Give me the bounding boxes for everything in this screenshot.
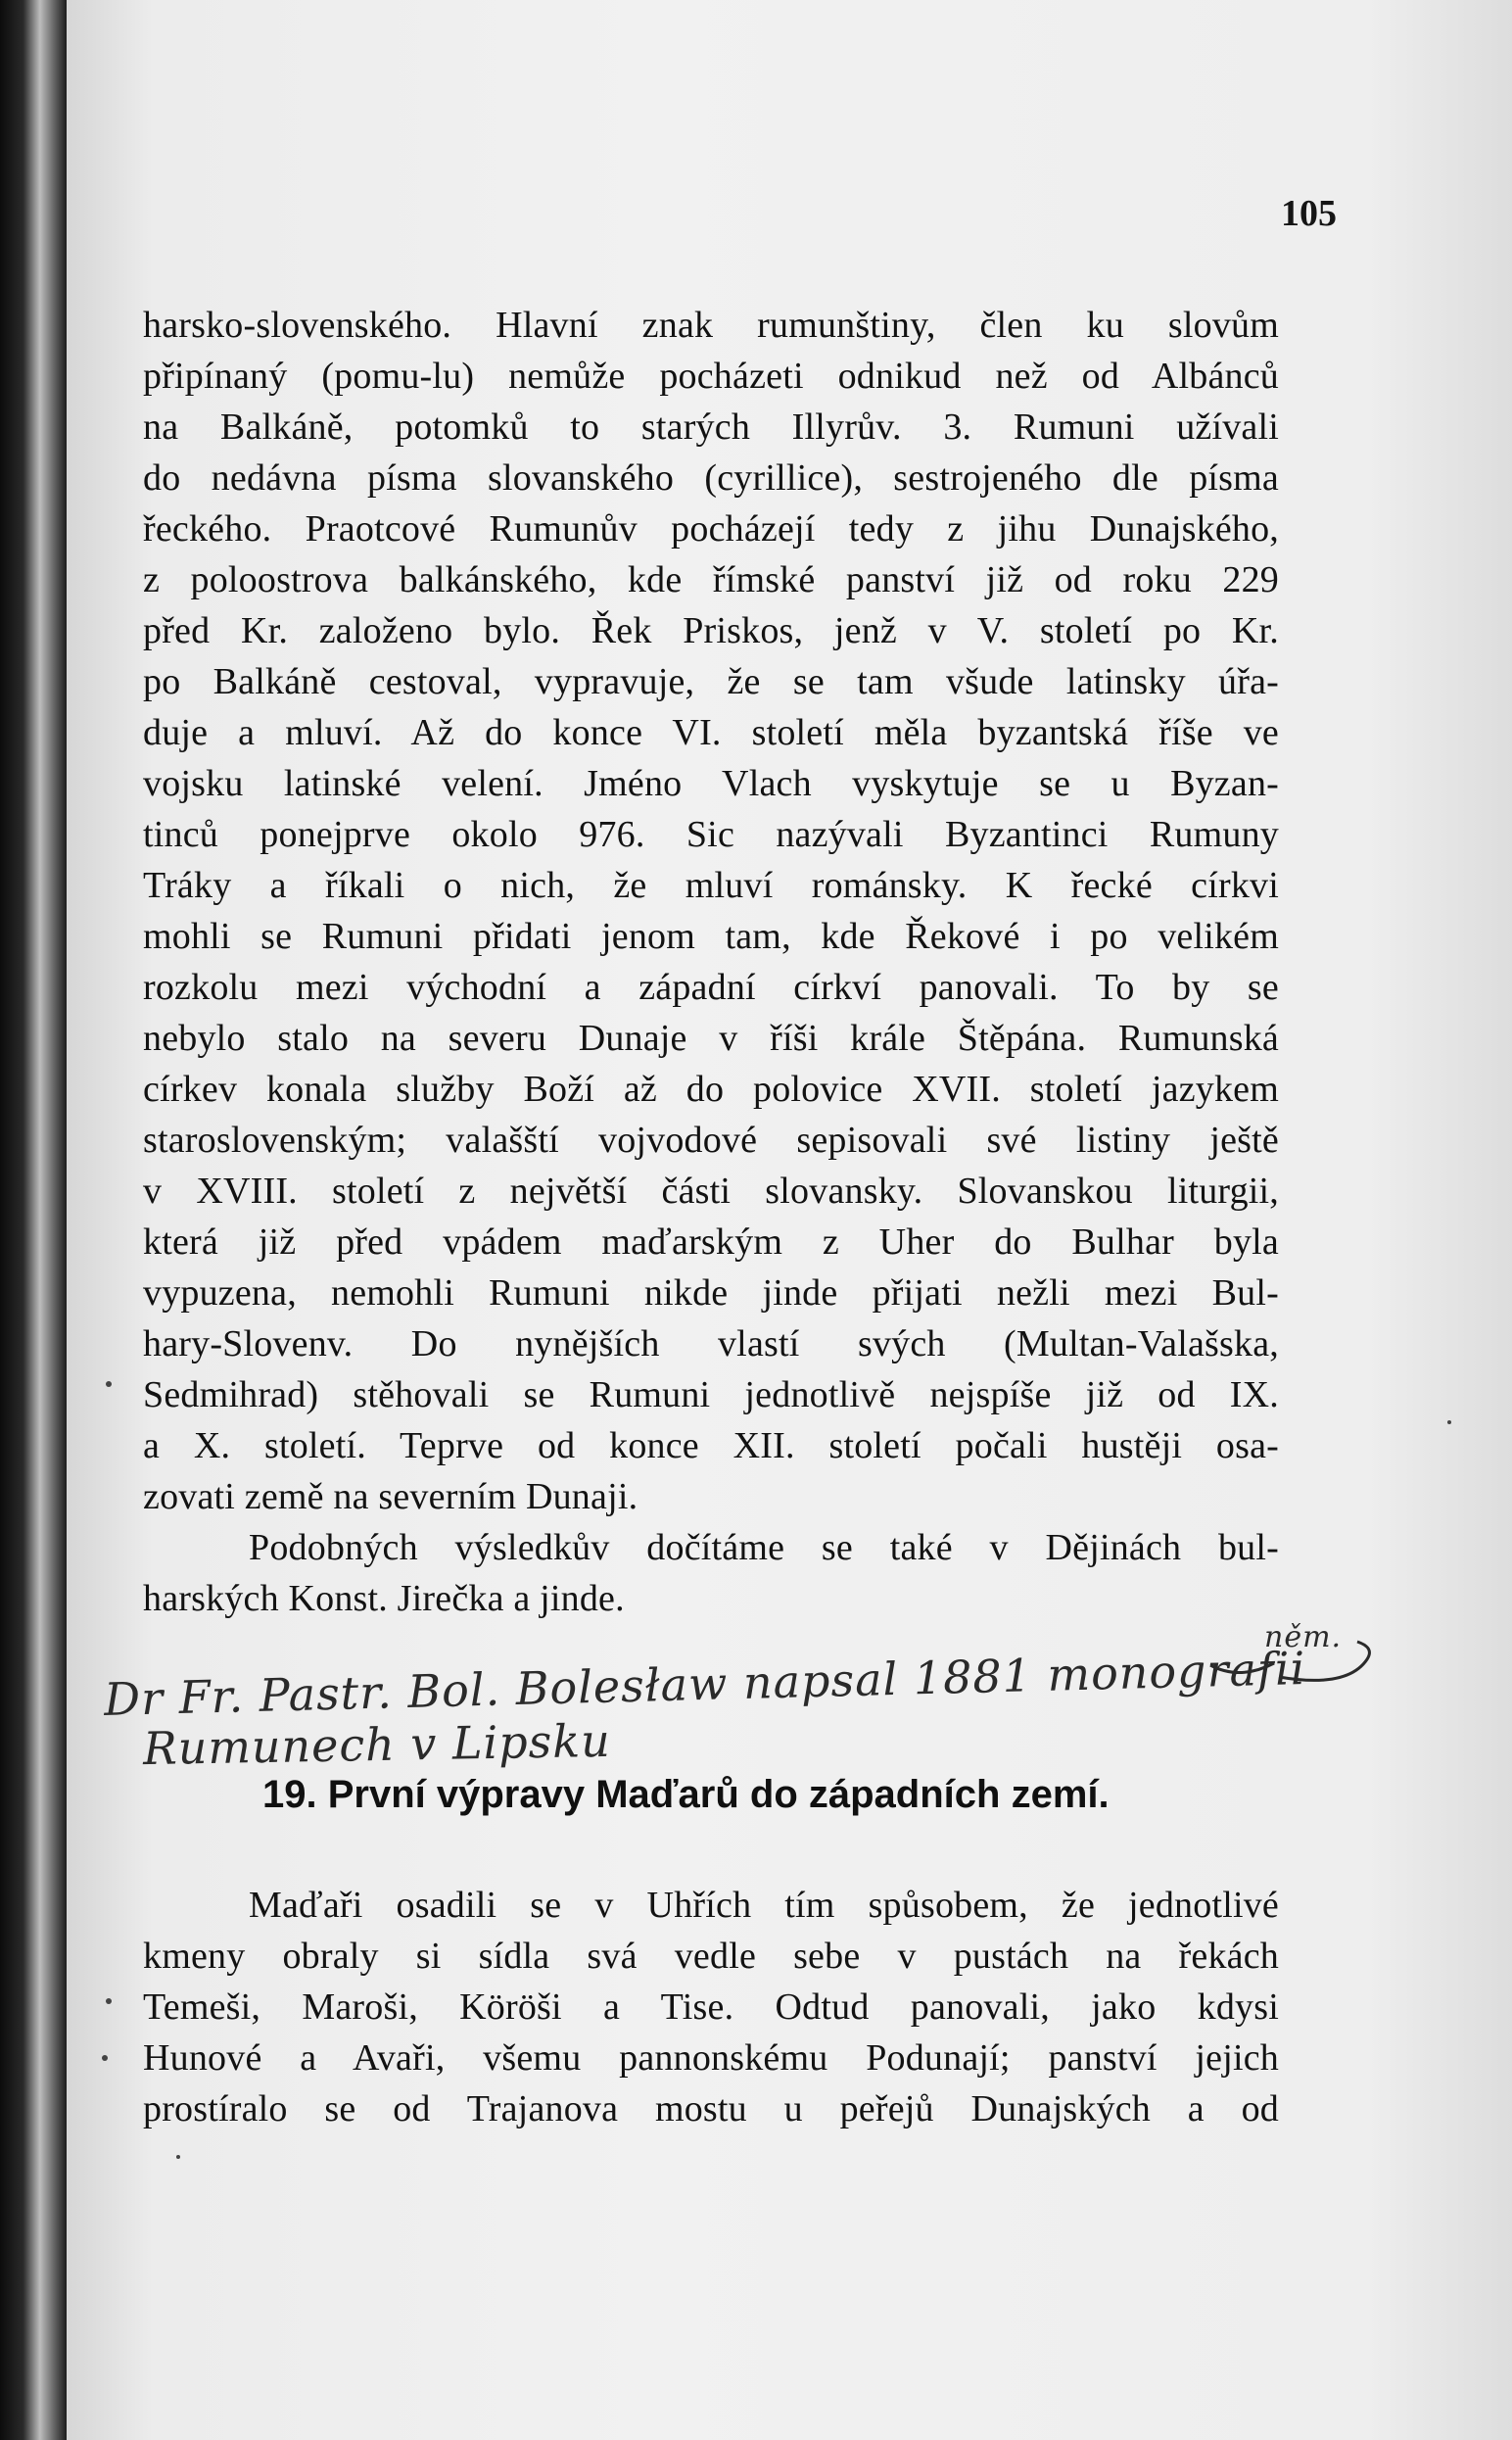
text-line: před Kr. založeno bylo. Řek Priskos, jenž v V. století po Kr. xyxy=(143,610,1279,651)
text-line: Podobných výsledkův dočítáme se také v Dějinách bul- xyxy=(249,1527,1279,1568)
print-speck xyxy=(176,2155,180,2159)
handwritten-margin-note: něm. xyxy=(1264,1620,1343,1654)
text-line: a X. století. Teprve od konce XII. století počali hustěji osa- xyxy=(143,1425,1279,1466)
book-spine-edge xyxy=(0,0,67,2440)
text-line: v XVIII. století z největší části slovansky. Slovanskou liturgii, xyxy=(143,1171,1279,1212)
text-line: která již před vpádem maďarským z Uher do Bulhar byla xyxy=(143,1221,1279,1263)
text-line: prostíralo se od Trajanova mostu u peřejů Dunajských a od xyxy=(143,2088,1279,2129)
text-line: vojsku latinské velení. Jméno Vlach vyskytuje se u Byzan- xyxy=(143,763,1279,804)
text-line: z poloostrova balkánského, kde římské panství již od roku 229 xyxy=(143,559,1279,600)
text-line: harských Konst. Jirečka a jinde. xyxy=(143,1578,625,1619)
print-speck xyxy=(1447,1420,1451,1424)
text-line: řeckého. Praotcové Rumunův pocházejí tedy z jihu Dunajského, xyxy=(143,508,1279,550)
text-line: Tráky a říkali o nich, že mluví románsky. K řecké církvi xyxy=(143,865,1279,906)
text-line: Temeši, Maroši, Köröši a Tise. Odtud panovali, jako kdysi xyxy=(143,1986,1279,2028)
text-line: duje a mluví. Až do konce VI. století měla byzantská říše ve xyxy=(143,712,1279,753)
text-line: rozkolu mezi východní a západní církví panovali. To by se xyxy=(143,967,1279,1008)
text-line: tinců ponejprve okolo 976. Sic nazývali Byzantinci Rumuny xyxy=(143,814,1279,855)
print-speck xyxy=(106,1998,112,2004)
text-line: do nedávna písma slovanského (cyrillice), sestrojeného dle písma xyxy=(143,457,1279,499)
text-line: zovati země na severním Dunaji. xyxy=(143,1476,638,1517)
handwritten-note xyxy=(84,1620,1377,1777)
text-line: nebylo stalo na severu Dunaje v říši krále Štěpána. Rumunská xyxy=(143,1018,1279,1059)
handwritten-line: Dr Fr. Pastr. Bol. Bolesław napsal 1881 monografii xyxy=(103,1641,1306,1727)
text-line: kmeny obraly si sídla svá vedle sebe v pustách na řekách xyxy=(143,1936,1279,1977)
text-line: staroslovenským; valašští vojvodové sepisovali své listiny ještě xyxy=(143,1120,1279,1161)
text-line: mohli se Rumuni přidati jenom tam, kde Řekové i po velikém xyxy=(143,916,1279,957)
text-line: církev konala služby Boží až do polovice XVII. století jazykem xyxy=(143,1069,1279,1110)
print-speck xyxy=(106,1381,112,1387)
text-line: připínaný (pomu-lu) nemůže pocházeti odnikud než od Albánců xyxy=(143,356,1279,397)
handwritten-line: Rumunech v Lipsku xyxy=(142,1713,612,1776)
text-line: Hunové a Avaři, všemu pannonskému Podunají; panství jejich xyxy=(143,2037,1279,2079)
text-line: Maďaři osadili se v Uhřích tím spůsobem, že jednotlivé xyxy=(249,1885,1279,1926)
page-number: 105 xyxy=(1281,193,1337,234)
text-line: na Balkáně, potomků to starých Illyrův. 3. Rumuni užívali xyxy=(143,407,1279,448)
text-line: harsko-slovenského. Hlavní znak rumunštiny, člen ku slovům xyxy=(143,305,1279,346)
text-line: po Balkáně cestoval, vypravuje, že se tam všude latinsky úřa- xyxy=(143,661,1279,702)
section-text-block xyxy=(143,1880,1279,2134)
text-line: Sedmihrad) stěhovali se Rumuni jednotlivě nejspíše již od IX. xyxy=(143,1374,1279,1415)
text-line: hary-Slovenv. Do nynějších vlastí svých (Multan-Valašska, xyxy=(143,1323,1279,1364)
text-line: vypuzena, nemohli Rumuni nikde jinde přijati nežli mezi Bul- xyxy=(143,1272,1279,1314)
main-text-block xyxy=(143,300,1279,1624)
print-speck xyxy=(102,2055,108,2061)
section-heading: 19. První výpravy Maďarů do západních zemí. xyxy=(262,1773,1110,1816)
